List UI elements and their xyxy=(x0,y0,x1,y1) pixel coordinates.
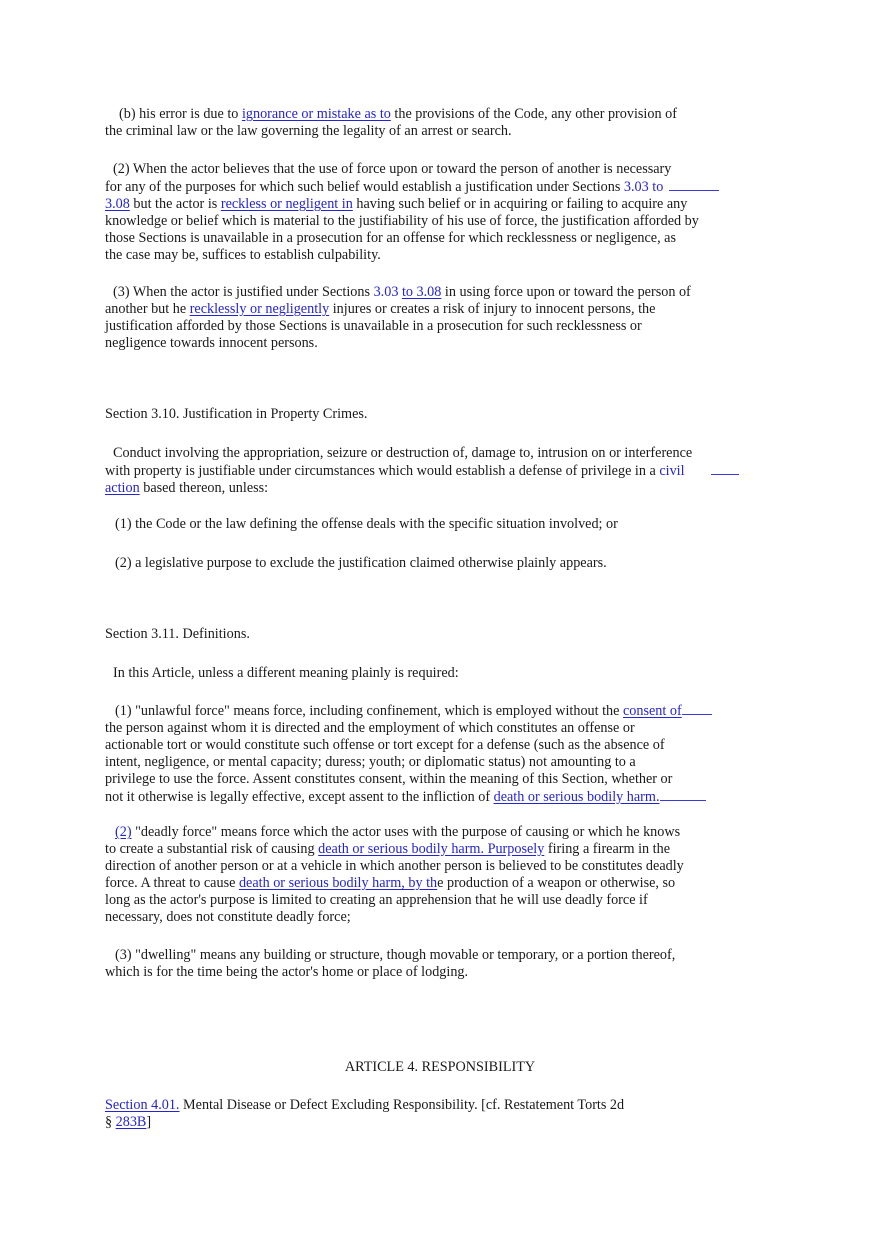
sections-3-03-link[interactable]: 3.03 to xyxy=(623,179,664,195)
definition-2-link[interactable]: (2) xyxy=(115,824,132,840)
reckless-or-negligent-link[interactable]: reckless or negligent in xyxy=(220,196,353,212)
ignorance-or-mistake-link[interactable]: ignorance or mistake as to xyxy=(241,106,391,122)
section-3-11-title: Section 3.11. Definitions. xyxy=(105,626,250,642)
definition-1: (1) "unlawful force" means force, including confinement, which is employed without the consent of the person against whom it is directed and the employment of which constitutes an offense or actionable tort or would constitute such offense or tort except for a defense (such as the absence of intent, negligence, or mental capacity; duress; youth; or diplomatic status) not amounting to a privilege to use the force. Assent constitutes consent, within the meaning of this Section, whether or not it otherwise is legally effective, except assent to the infliction of death or serious bodily harm. xyxy=(105,702,745,806)
death-or-serious-bodily-harm-purposely-link[interactable]: death or serious bodily harm. Purposely xyxy=(318,841,545,857)
clause-b-line-1: (b) his error is due to ignorance or mistake as to the provisions of the Code, any other provision of xyxy=(119,106,677,122)
paragraph-2: (2) When the actor believes that the use of force upon or toward the person of another is necessary for any of the purposes for which such belief would establish a justification under Sections 3.03 to 3.08 but the actor is reckless or negligent in having such belief or in acquiring or failing to acquire any knowledge or belief which is material to the justifiability of his use of force, the justification afforded by those Sections is unavailable in a prosecution for an offense for which recklessness or negligence, as the case may be, suffices to establish culpability. xyxy=(105,161,745,264)
death-or-serious-bodily-harm-threat-link[interactable]: death or serious bodily harm, by th xyxy=(238,875,438,891)
clause-b xyxy=(105,106,745,140)
link-underline xyxy=(660,788,706,801)
article-4-heading: ARTICLE 4. RESPONSIBILITY xyxy=(344,1059,536,1075)
civil-action-link[interactable]: civil xyxy=(659,463,685,479)
section-4-01-link[interactable]: Section 4.01. xyxy=(105,1097,180,1113)
section-3-10-title: Section 3.10. Justification in Property Crimes. xyxy=(105,406,368,422)
section-3-11-intro: In this Article, unless a different meaning plainly is required: xyxy=(113,665,459,681)
section-4-01-heading: Section 4.01. Mental Disease or Defect Excluding Responsibility. [cf. Restatement Torts 2d § 283B] xyxy=(105,1097,625,1130)
to-3-08-link[interactable]: to 3.08 xyxy=(401,284,442,300)
section-3-08-link[interactable]: 3.08 xyxy=(105,196,130,212)
civil-action-link-cont[interactable]: action xyxy=(105,480,140,496)
paragraph-3: (3) When the actor is justified under Sections 3.03 to 3.08 in using force upon or toward the person of another but he recklessly or negligently injures or creates a risk of injury to innocent persons, the justification afforded by those Sections is unavailable in a prosecution for such recklessness or negligence towards innocent persons. xyxy=(105,284,691,351)
restatement-283b-link[interactable]: 283B xyxy=(115,1114,147,1130)
recklessly-or-negligently-link[interactable]: recklessly or negligently xyxy=(189,301,330,317)
consent-of-link[interactable]: consent of xyxy=(623,703,682,719)
section-3-10-body: Conduct involving the appropriation, seizure or destruction of, damage to, intrusion on or interference with property is justifiable under circumstances which would establish a defense of privilege in a civil action based thereon, unless: xyxy=(105,445,745,497)
link-underline xyxy=(682,702,712,715)
clause-b-line-2: the criminal law or the law governing the legality of an arrest or search. xyxy=(105,123,512,139)
definition-2: (2) "deadly force" means force which the actor uses with the purpose of causing or which he knows to create a substantial risk of causing death or serious bodily harm. Purposely firing a firearm in the direction of another person or at a vehicle in which another person is believed to be constitutes deadly force. A threat to cause death or serious bodily harm, by the production of a weapon or otherwise, so long as the actor's purpose is limited to creating an apprehension that he will use deadly force if necessary, does not constitute deadly force; xyxy=(105,824,684,925)
definition-3: (3) "dwelling" means any building or structure, though movable or temporary, or a portion thereof, which is for the time being the actor's home or place of lodging. xyxy=(105,947,676,980)
section-3-10-item-1: (1) the Code or the law defining the offense deals with the specific situation involved; or xyxy=(115,516,618,532)
death-or-serious-bodily-harm-link[interactable]: death or serious bodily harm. xyxy=(493,789,660,805)
sections-3-03-link[interactable]: 3.03 xyxy=(373,284,399,300)
link-underline xyxy=(711,462,739,475)
link-underline xyxy=(669,178,719,191)
section-3-10-item-2: (2) a legislative purpose to exclude the justification claimed otherwise plainly appears. xyxy=(115,555,607,571)
